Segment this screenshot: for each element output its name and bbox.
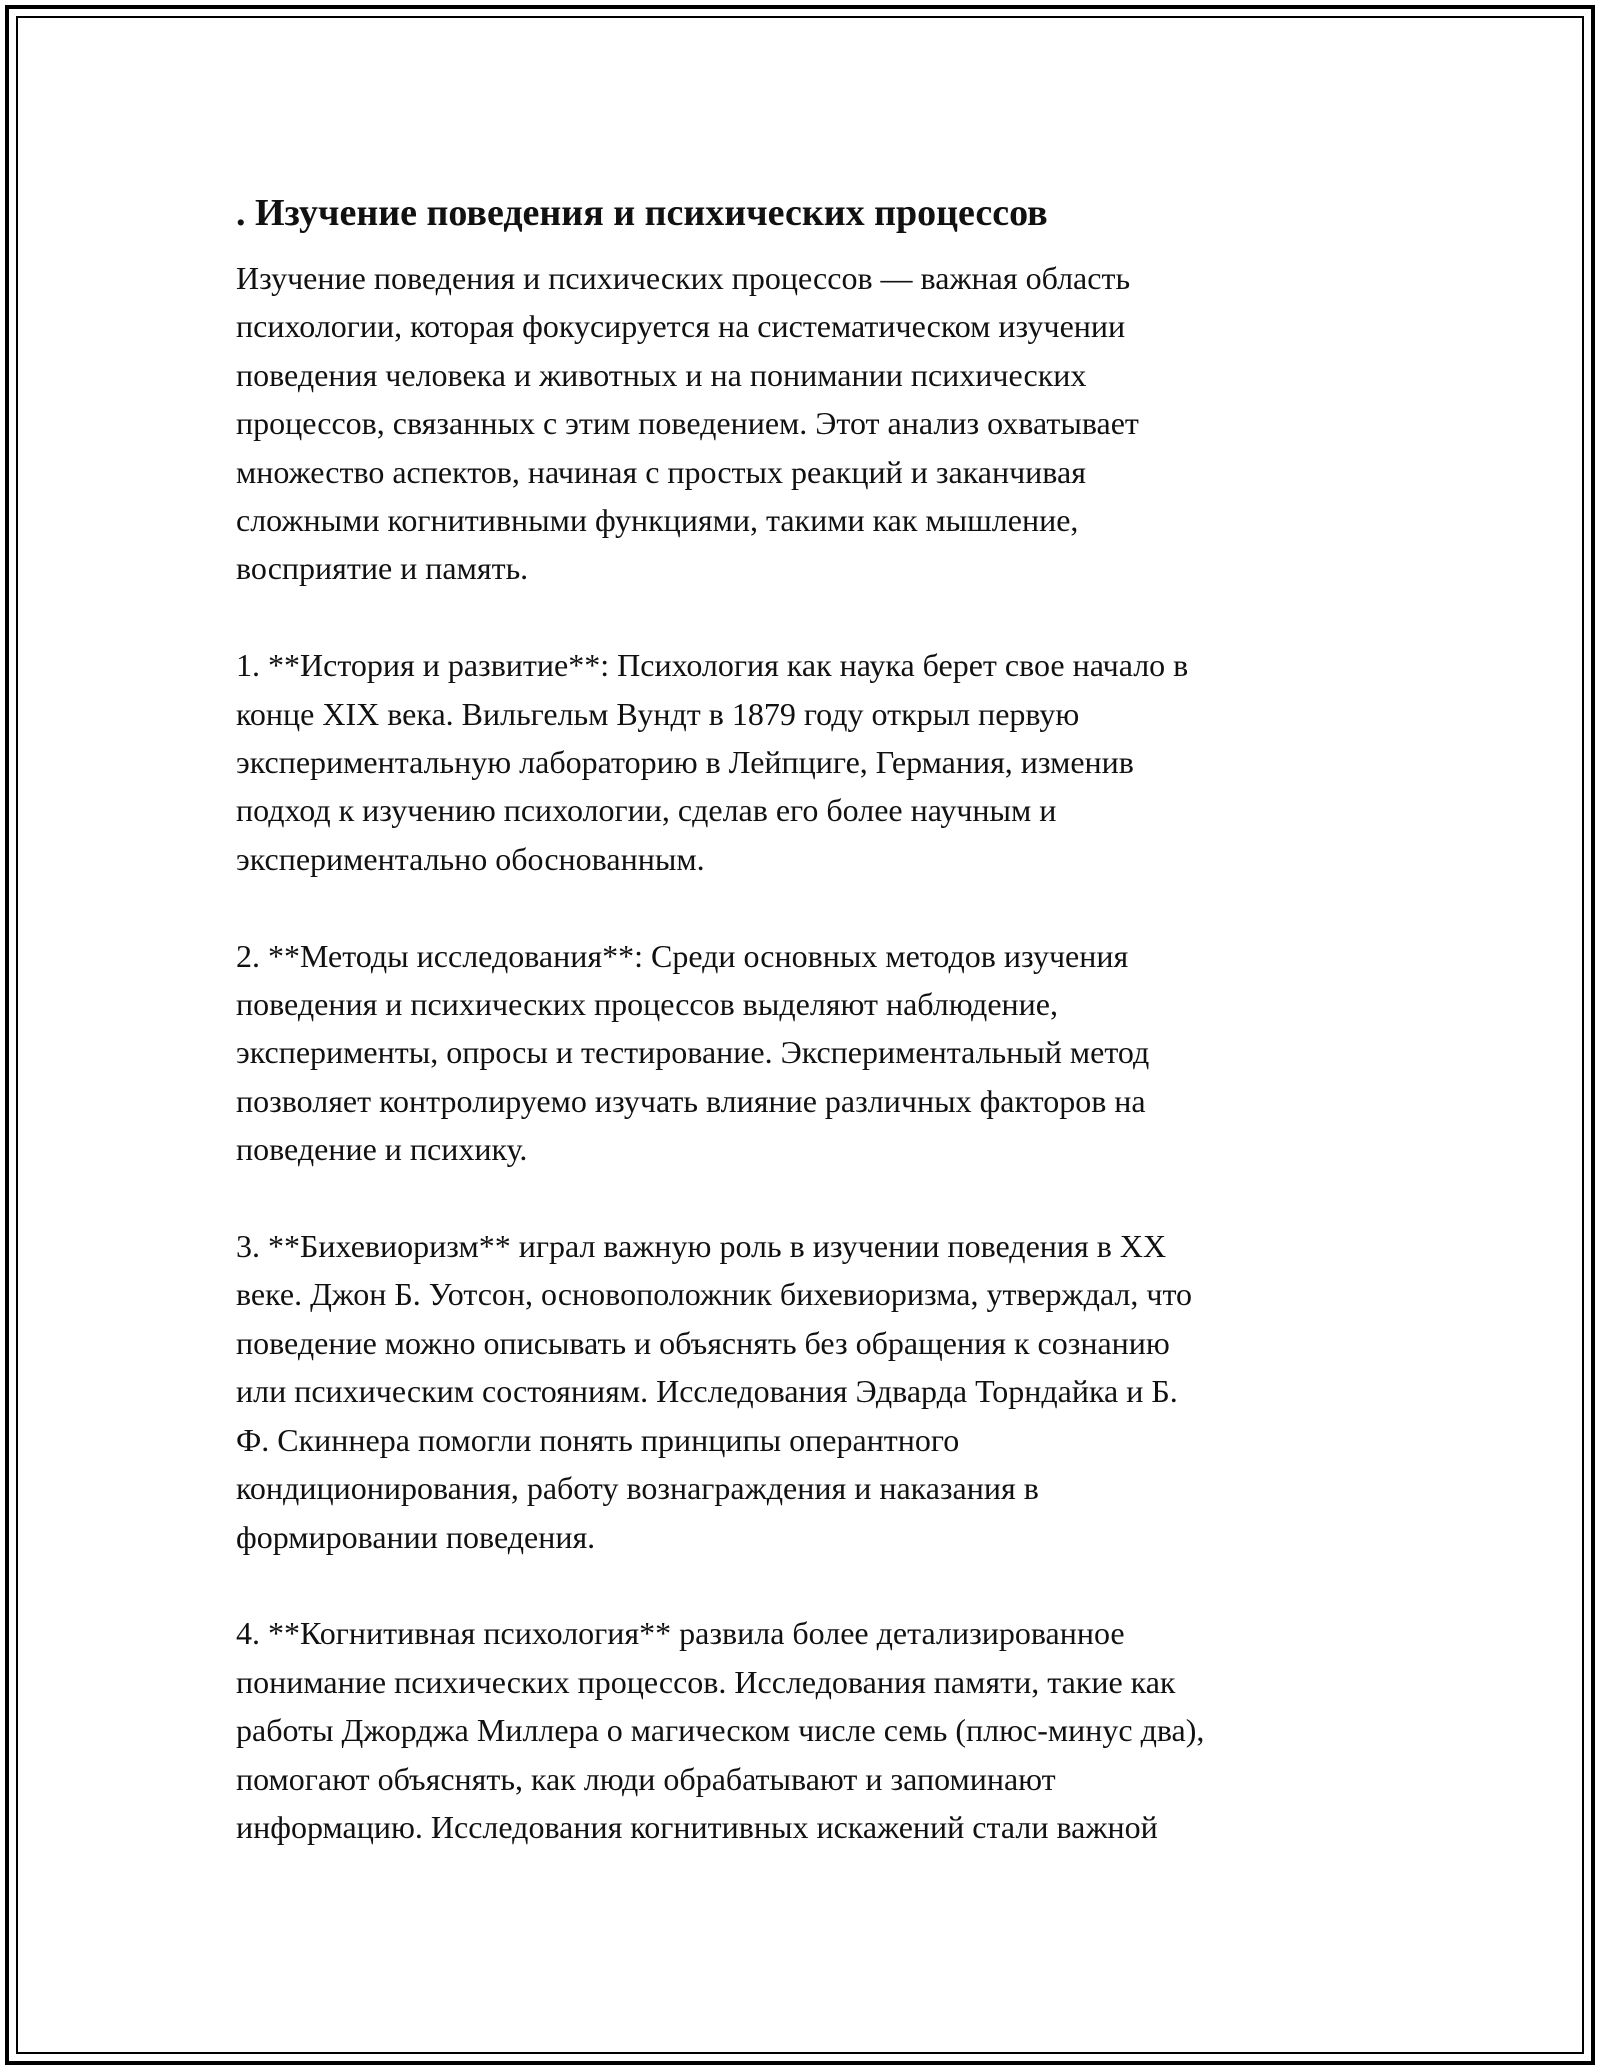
text-line: 4. **Когнитивная психология** развила более детализированное bbox=[236, 1615, 1125, 1652]
text-line: поведение и психику. bbox=[236, 1131, 528, 1168]
text-line: множество аспектов, начиная с простых реакций и заканчивая bbox=[236, 453, 1086, 490]
text-line: Ф. Скиннера помогли понять принципы оперантного bbox=[236, 1421, 960, 1458]
paragraph-behaviorism bbox=[236, 1222, 1366, 1561]
text-line: экспериментальную лабораторию в Лейпциге, Германия, изменив bbox=[236, 744, 1134, 781]
paragraph-intro bbox=[236, 254, 1366, 593]
text-line: подход к изучению психологии, сделав его более научным и bbox=[236, 792, 1057, 829]
text-line: процессов, связанных с этим поведением. Этот анализ охватывает bbox=[236, 405, 1139, 442]
text-line: позволяет контролируемо изучать влияние различных факторов на bbox=[236, 1082, 1146, 1119]
text-line: работы Джорджа Миллера о магическом числе семь (плюс-минус два), bbox=[236, 1712, 1205, 1749]
text-line: 1. **История и развитие**: Психология как наука берет свое начало в bbox=[236, 647, 1189, 684]
text-line: поведение можно описывать и объяснять без обращения к сознанию bbox=[236, 1324, 1170, 1361]
text-line: конце XIX века. Вильгельм Вундт в 1879 году открыл первую bbox=[236, 695, 1080, 732]
text-line: поведения и психических процессов выделяют наблюдение, bbox=[236, 986, 1058, 1023]
text-line: кондиционирования, работу вознаграждения и наказания в bbox=[236, 1470, 1039, 1507]
text-line: Изучение поведения и психических процессов — важная область bbox=[236, 260, 1131, 296]
paragraph-history bbox=[236, 641, 1366, 883]
text-line: поведения человека и животных и на понимании психических bbox=[236, 356, 1087, 393]
text-line: или психическим состояниям. Исследования Эдварда Торндайка и Б. bbox=[236, 1373, 1178, 1410]
text-line: эксперименты, опросы и тестирование. Экспериментальный метод bbox=[236, 1034, 1150, 1071]
text-line: понимание психических процессов. Исследования памяти, такие как bbox=[236, 1663, 1176, 1700]
text-line: 3. **Бихевиоризм** играл важную роль в изучении поведения в XX bbox=[236, 1228, 1167, 1265]
text-line: информацию. Исследования когнитивных искажений стали важной bbox=[236, 1808, 1158, 1845]
paragraph-methods bbox=[236, 932, 1366, 1174]
text-line: помогают объяснять, как люди обрабатывают и запоминают bbox=[236, 1760, 1056, 1797]
text-line: формировании поведения. bbox=[236, 1518, 596, 1555]
paragraph-cognitive bbox=[236, 1609, 1366, 1851]
document-heading: . Изучение поведения и психических процессов bbox=[236, 192, 1048, 234]
text-line: веке. Джон Б. Уотсон, основоположник бихевиоризма, утверждал, что bbox=[236, 1276, 1193, 1313]
text-line: восприятие и память. bbox=[236, 550, 529, 587]
text-line: 2. **Методы исследования**: Среди основных методов изучения bbox=[236, 937, 1129, 974]
document-body bbox=[236, 188, 1366, 1851]
text-line: психологии, которая фокусируется на систематическом изучении bbox=[236, 308, 1126, 345]
text-line: сложными когнитивными функциями, такими как мышление, bbox=[236, 502, 1079, 539]
text-line: экспериментально обоснованным. bbox=[236, 840, 705, 877]
